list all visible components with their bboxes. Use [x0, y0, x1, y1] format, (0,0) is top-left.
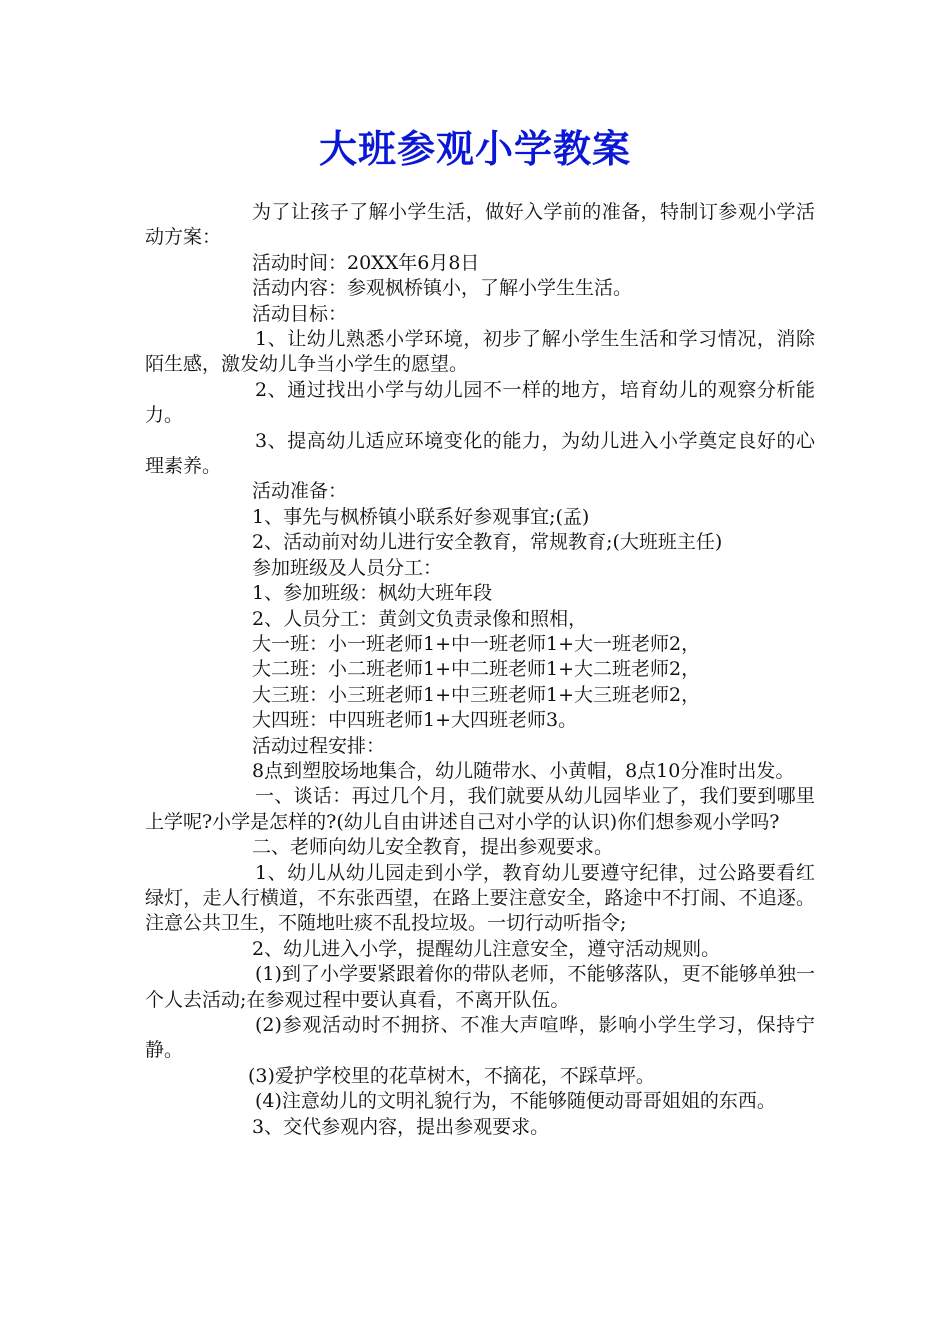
paragraph-staff-2: 2、人员分工：黄剑文负责录像和照相， — [252, 607, 588, 630]
paragraph-class-4: 大四班：中四班老师1+大四班老师3。 — [252, 709, 578, 732]
paragraph-goal-1: 1、让幼儿熟悉小学环境，初步了解小学生生活和学习情况，消除陌生感，激发幼儿争当小学生的愿望。 — [145, 328, 815, 376]
paragraph-rule-2-2: (2)参观活动时不拥挤、不准大声喧哗，影响小学生学习，保持宁静。 — [145, 1014, 815, 1062]
paragraph-prep-2: 2、活动前对幼儿进行安全教育，常规教育;(大班班主任) — [252, 531, 723, 554]
paragraph-rule-3: 3、交代参观内容，提出参观要求。 — [252, 1115, 550, 1138]
paragraph-rule-2-1: (1)到了小学要紧跟着你的带队老师，不能够落队，更不能够单独一个人去活动;在参观过程中要认真看，不离开队伍。 — [145, 963, 815, 1011]
paragraph-prep-heading: 活动准备： — [252, 480, 348, 503]
paragraph-rule-2-4: (4)注意幼儿的文明礼貌行为，不能够随便动哥哥姐姐的东西。 — [255, 1090, 776, 1113]
paragraph-intro: 为了让孩子了解小学生活，做好入学前的准备，特制订参观小学活动方案： — [145, 201, 815, 249]
paragraph-assembly: 8点到塑胶场地集合，幼儿随带水、小黄帽，8点10分准时出发。 — [252, 759, 795, 782]
paragraph-class-3: 大三班：小三班老师1+中三班老师1+大三班老师2， — [252, 683, 701, 706]
paragraph-class-1: 大一班：小一班老师1+中一班老师1+大一班老师2， — [252, 632, 701, 655]
paragraph-class-2: 大二班：小二班老师1+中二班老师1+大二班老师2， — [252, 658, 701, 681]
paragraph-staff-1: 1、参加班级：枫幼大班年段 — [252, 582, 493, 605]
paragraph-process-heading: 活动过程安排： — [252, 734, 386, 757]
paragraph-step-1: 一、谈话：再过几个月，我们就要从幼儿园毕业了，我们要到哪里上学呢?小学是怎样的?(幼儿自由讲述自己对小学的认识)你们想参观小学吗? — [145, 785, 815, 833]
paragraph-step-2: 二、老师向幼儿安全教育，提出参观要求。 — [252, 836, 614, 859]
paragraph-rule-2: 2、幼儿进入小学，提醒幼儿注意安全，遵守活动规则。 — [252, 937, 721, 960]
paragraph-staff-heading: 参加班级及人员分工： — [252, 556, 443, 579]
paragraph-goal-3: 3、提高幼儿适应环境变化的能力，为幼儿进入小学奠定良好的心理素养。 — [145, 429, 815, 478]
paragraph-goal-2: 2、通过找出小学与幼儿园不一样的地方，培育幼儿的观察分析能力。 — [145, 378, 815, 427]
document-body — [145, 200, 815, 1140]
paragraph-rule-2-3: (3)爱护学校里的花草树木，不摘花，不踩草坪。 — [248, 1064, 655, 1087]
paragraph-activity-content: 活动内容：参观枫桥镇小，了解小学生生活。 — [252, 277, 633, 300]
document-title: 大班参观小学教案 — [318, 127, 631, 171]
paragraph-prep-1: 1、事先与枫桥镇小联系好参观事宜;(孟) — [252, 505, 590, 528]
paragraph-activity-time: 活动时间：20XX年6月8日 — [252, 251, 480, 274]
paragraph-goals-heading: 活动目标： — [252, 302, 348, 325]
paragraph-rule-1: 1、幼儿从幼儿园走到小学，教育幼儿要遵守纪律，过公路要看红绿灯，走人行横道，不东张西望，在路上要注意安全，路途中不打闹、不追逐。注意公共卫生，不随地吐痰不乱投垃圾。一切行动听指令; — [145, 861, 815, 935]
